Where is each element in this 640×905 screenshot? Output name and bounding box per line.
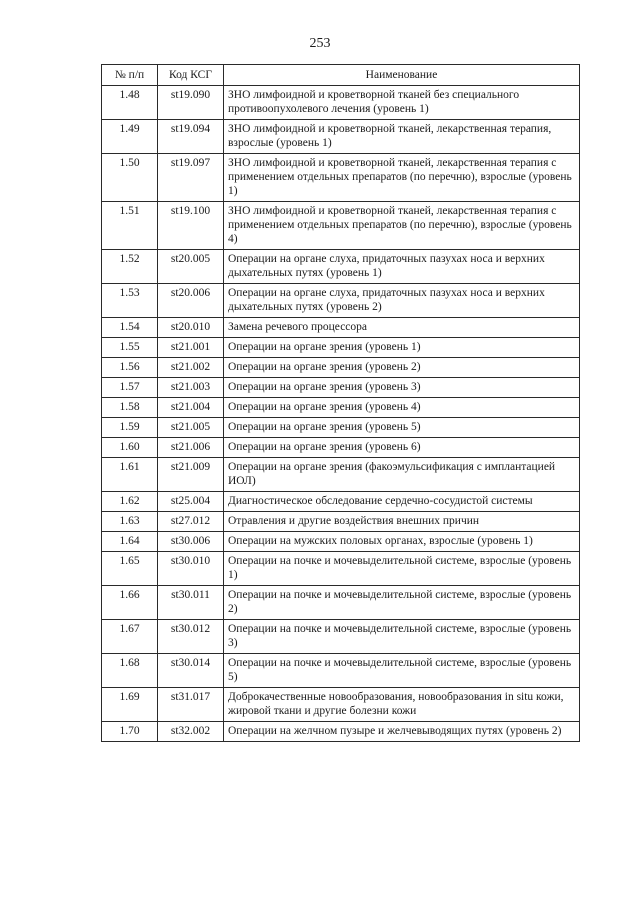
ksg-name-cell: Операции на органе зрения (уровень 6) bbox=[224, 438, 580, 458]
table-row bbox=[102, 722, 580, 742]
ksg-name-cell: Замена речевого процессора bbox=[224, 318, 580, 338]
ksg-name-cell: Операции на почке и мочевыделительной системе, взрослые (уровень 5) bbox=[224, 654, 580, 688]
ksg-code-cell: st27.012 bbox=[158, 512, 224, 532]
row-number-cell: 1.49 bbox=[102, 120, 158, 154]
page-number: 253 bbox=[309, 36, 331, 51]
ksg-name-cell: Диагностическое обследование сердечно-сосудистой системы bbox=[224, 492, 580, 512]
ksg-code-cell: st30.012 bbox=[158, 620, 224, 654]
row-number-cell: 1.53 bbox=[102, 284, 158, 318]
ksg-code-cell: st19.094 bbox=[158, 120, 224, 154]
ksg-name-cell: Операции на органе зрения (уровень 1) bbox=[224, 338, 580, 358]
table-row bbox=[102, 284, 580, 318]
table-header-row bbox=[102, 65, 580, 86]
table-body bbox=[102, 86, 580, 742]
table-row bbox=[102, 120, 580, 154]
table-row bbox=[102, 318, 580, 338]
ksg-code-cell: st19.090 bbox=[158, 86, 224, 120]
row-number-cell: 1.51 bbox=[102, 202, 158, 250]
header-num: № п/п bbox=[102, 65, 158, 86]
row-number-cell: 1.61 bbox=[102, 458, 158, 492]
ksg-code-cell: st21.002 bbox=[158, 358, 224, 378]
ksg-code-cell: st21.001 bbox=[158, 338, 224, 358]
ksg-name-cell: ЗНО лимфоидной и кроветворной тканей без специального противоопухолевого лечения (уровень 1) bbox=[224, 86, 580, 120]
table-row bbox=[102, 552, 580, 586]
row-number-cell: 1.56 bbox=[102, 358, 158, 378]
table-row bbox=[102, 492, 580, 512]
ksg-code-cell: st30.011 bbox=[158, 586, 224, 620]
ksg-name-cell: Операции на органе слуха, придаточных пазухах носа и верхних дыхательных путях (уровень 2) bbox=[224, 284, 580, 318]
ksg-name-cell: Операции на почке и мочевыделительной системе, взрослые (уровень 3) bbox=[224, 620, 580, 654]
table-row bbox=[102, 154, 580, 202]
header-name: Наименование bbox=[224, 65, 580, 86]
table-row bbox=[102, 458, 580, 492]
ksg-code-cell: st25.004 bbox=[158, 492, 224, 512]
ksg-code-cell: st21.005 bbox=[158, 418, 224, 438]
ksg-name-cell: Отравления и другие воздействия внешних причин bbox=[224, 512, 580, 532]
ksg-code-cell: st20.010 bbox=[158, 318, 224, 338]
ksg-table bbox=[101, 64, 580, 742]
ksg-code-cell: st21.006 bbox=[158, 438, 224, 458]
table-row bbox=[102, 250, 580, 284]
table-row bbox=[102, 338, 580, 358]
ksg-name-cell: Операции на органе слуха, придаточных пазухах носа и верхних дыхательных путях (уровень 1) bbox=[224, 250, 580, 284]
row-number-cell: 1.67 bbox=[102, 620, 158, 654]
ksg-name-cell: Операции на органе зрения (факоэмульсификация с имплантацией ИОЛ) bbox=[224, 458, 580, 492]
row-number-cell: 1.54 bbox=[102, 318, 158, 338]
table-row bbox=[102, 202, 580, 250]
ksg-code-cell: st21.004 bbox=[158, 398, 224, 418]
row-number-cell: 1.50 bbox=[102, 154, 158, 202]
row-number-cell: 1.60 bbox=[102, 438, 158, 458]
row-number-cell: 1.70 bbox=[102, 722, 158, 742]
row-number-cell: 1.68 bbox=[102, 654, 158, 688]
table-row bbox=[102, 688, 580, 722]
ksg-name-cell: Операции на мужских половых органах, взрослые (уровень 1) bbox=[224, 532, 580, 552]
table-row bbox=[102, 378, 580, 398]
ksg-code-cell: st21.003 bbox=[158, 378, 224, 398]
ksg-name-cell: ЗНО лимфоидной и кроветворной тканей, лекарственная терапия с применением отдельных препаратов (по перечню), взрослые (уровень 4) bbox=[224, 202, 580, 250]
ksg-name-cell: Операции на органе зрения (уровень 5) bbox=[224, 418, 580, 438]
ksg-code-cell: st20.006 bbox=[158, 284, 224, 318]
ksg-code-cell: st32.002 bbox=[158, 722, 224, 742]
ksg-name-cell: Операции на органе зрения (уровень 2) bbox=[224, 358, 580, 378]
ksg-code-cell: st31.017 bbox=[158, 688, 224, 722]
row-number-cell: 1.64 bbox=[102, 532, 158, 552]
ksg-name-cell: ЗНО лимфоидной и кроветворной тканей, лекарственная терапия, взрослые (уровень 1) bbox=[224, 120, 580, 154]
ksg-code-cell: st30.006 bbox=[158, 532, 224, 552]
row-number-cell: 1.65 bbox=[102, 552, 158, 586]
row-number-cell: 1.52 bbox=[102, 250, 158, 284]
table-row bbox=[102, 418, 580, 438]
table-row bbox=[102, 512, 580, 532]
table-row bbox=[102, 86, 580, 120]
ksg-name-cell: Операции на органе зрения (уровень 4) bbox=[224, 398, 580, 418]
ksg-code-cell: st20.005 bbox=[158, 250, 224, 284]
row-number-cell: 1.55 bbox=[102, 338, 158, 358]
ksg-code-cell: st19.097 bbox=[158, 154, 224, 202]
ksg-code-cell: st30.010 bbox=[158, 552, 224, 586]
ksg-name-cell: Доброкачественные новообразования, новообразования in situ кожи, жировой ткани и другие болезни кожи bbox=[224, 688, 580, 722]
table-row bbox=[102, 532, 580, 552]
ksg-code-cell: st21.009 bbox=[158, 458, 224, 492]
ksg-name-cell: Операции на желчном пузыре и желчевыводящих путях (уровень 2) bbox=[224, 722, 580, 742]
row-number-cell: 1.59 bbox=[102, 418, 158, 438]
ksg-name-cell: Операции на органе зрения (уровень 3) bbox=[224, 378, 580, 398]
row-number-cell: 1.62 bbox=[102, 492, 158, 512]
ksg-name-cell: Операции на почке и мочевыделительной системе, взрослые (уровень 2) bbox=[224, 586, 580, 620]
row-number-cell: 1.66 bbox=[102, 586, 158, 620]
ksg-code-cell: st30.014 bbox=[158, 654, 224, 688]
table-row bbox=[102, 358, 580, 378]
table-row bbox=[102, 586, 580, 620]
row-number-cell: 1.69 bbox=[102, 688, 158, 722]
table-row bbox=[102, 438, 580, 458]
header-code: Код КСГ bbox=[158, 65, 224, 86]
ksg-name-cell: ЗНО лимфоидной и кроветворной тканей, лекарственная терапия с применением отдельных препаратов (по перечню), взрослые (уровень 1) bbox=[224, 154, 580, 202]
row-number-cell: 1.48 bbox=[102, 86, 158, 120]
table-row bbox=[102, 620, 580, 654]
ksg-code-cell: st19.100 bbox=[158, 202, 224, 250]
ksg-name-cell: Операции на почке и мочевыделительной системе, взрослые (уровень 1) bbox=[224, 552, 580, 586]
row-number-cell: 1.63 bbox=[102, 512, 158, 532]
table-row bbox=[102, 654, 580, 688]
row-number-cell: 1.58 bbox=[102, 398, 158, 418]
row-number-cell: 1.57 bbox=[102, 378, 158, 398]
table-row bbox=[102, 398, 580, 418]
